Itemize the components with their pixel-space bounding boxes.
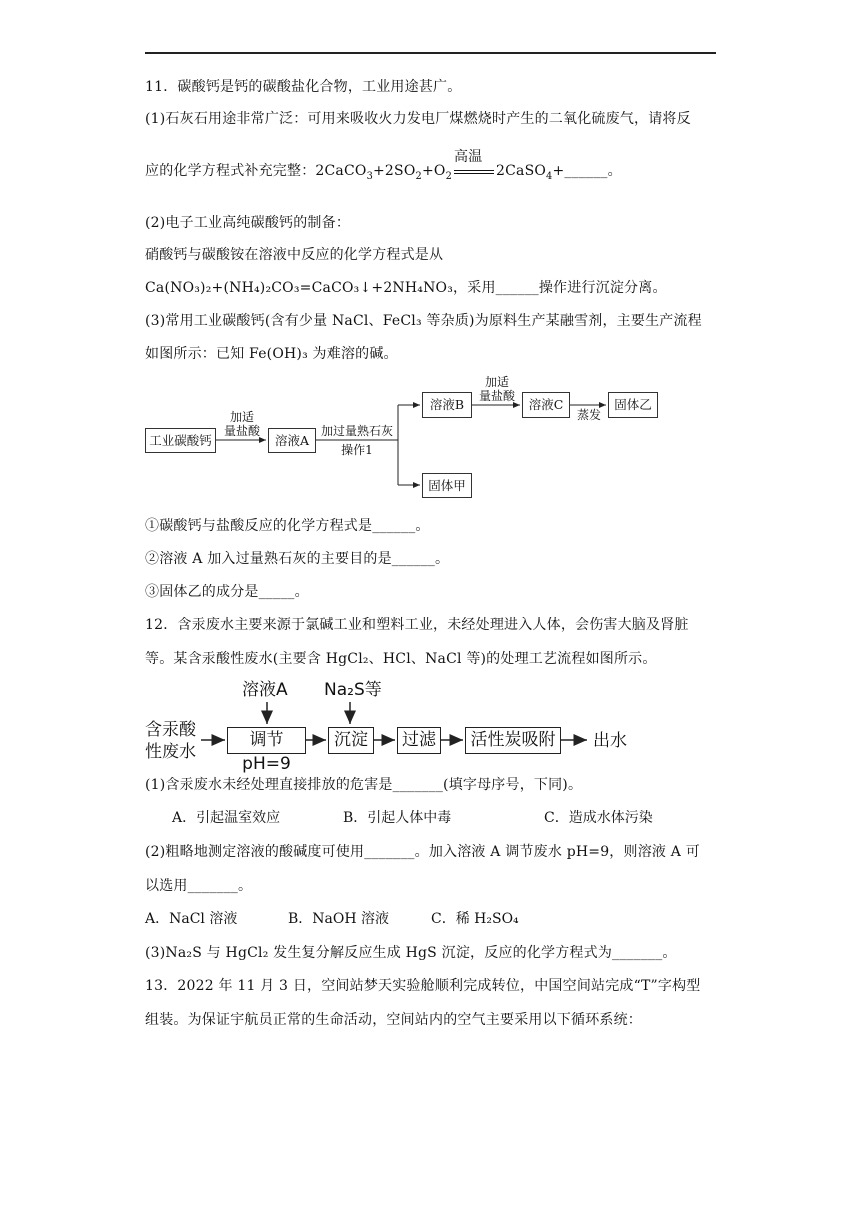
q11-part2-equation: Ca(NO₃)₂+(NH₄)₂CO₃=CaCO₃↓+2NH₄NO₃，采用______操作进行沉淀分离。 bbox=[145, 280, 667, 296]
flow2-box-filter: 过滤 bbox=[397, 727, 441, 754]
q13-intro: 组装。为保证宇航员正常的生命活动，空间站内的空气主要采用以下循环系统： bbox=[145, 1012, 642, 1028]
eq-text: +O bbox=[421, 163, 446, 179]
q13-title: 13．2022 年 11 月 3 日，空间站梦天实验舱顺利完成转位，中国空间站完成“T”字构型 bbox=[145, 978, 701, 994]
q12-part2: (2)粗略地测定溶液的酸碱度可使用_______。加入溶液 A 调节废水 pH=9，则溶液 A 可 bbox=[145, 844, 700, 860]
flow2-box-precipitate: 沉淀 bbox=[328, 727, 374, 754]
q12-part2-option-c: C．稀 H₂SO₄ bbox=[431, 911, 519, 927]
eq-text: 2CaSO bbox=[496, 163, 547, 179]
flow1-arrow2-label-bottom: 操作1 bbox=[341, 443, 373, 457]
flow1-box-c: 溶液C bbox=[522, 392, 570, 418]
q12-part2-option-a: A．NaCl 溶液 bbox=[145, 911, 238, 927]
flow2-reagent-na2s: Na₂S等 bbox=[324, 680, 382, 700]
flow1-arrow3-label-bottom: 量盐酸 bbox=[478, 389, 515, 403]
eq-sub: 4 bbox=[546, 170, 553, 182]
eq-sub: 2 bbox=[415, 170, 422, 182]
flow1-arrow1-label-bottom: 量盐酸 bbox=[223, 424, 260, 438]
flow1-box-a: 溶液A bbox=[268, 428, 316, 453]
flow2-box-adjust-ph: 调节pH=9 bbox=[227, 727, 306, 754]
q12-title: 12．含汞废水主要来源于氯碱工业和塑料工业，未经处理进入人体，会伤害大脑及肾脏 bbox=[145, 617, 689, 633]
q11-sub3: ③固体乙的成分是_____。 bbox=[145, 584, 309, 600]
q12-part2-option-b: B．NaOH 溶液 bbox=[288, 911, 390, 927]
flow1-box-b: 溶液B bbox=[422, 392, 472, 418]
flow1-arrow4-label: 蒸发 bbox=[576, 408, 601, 422]
q12-part2-cont: 以选用_______。 bbox=[145, 878, 253, 894]
flow1-arrow3-label-top: 加适 bbox=[484, 375, 509, 389]
q11-title: 11．碳酸钙是钙的碳酸盐化合物，工业用途甚广。 bbox=[145, 79, 462, 95]
q12-part1: (1)含汞废水未经处理直接排放的危害是_______(填字母序号，下同)。 bbox=[145, 777, 583, 793]
eq-text: 应的化学方程式补充完整：2CaCO bbox=[145, 163, 367, 179]
flow1-box-yi: 固体乙 bbox=[608, 392, 658, 418]
condition-label: 高温 bbox=[454, 148, 483, 165]
flow1-box-jia: 固体甲 bbox=[422, 473, 472, 498]
eq-sub: 2 bbox=[445, 170, 452, 182]
flow1-arrow2-label-top: 加过量熟石灰 bbox=[320, 424, 393, 438]
flow2-input-line2: 性废水 bbox=[145, 742, 196, 762]
q11-part3: (3)常用工业碳酸钙(含有少量 NaCl、FeCl₃ 等杂质)为原料生产某融雪剂，主要生产流程 bbox=[145, 313, 702, 329]
q12-option-a: A．引起温室效应 bbox=[172, 810, 281, 826]
q11-part2-text: 硝酸钙与碳酸铵在溶液中反应的化学方程式是从 bbox=[145, 247, 444, 263]
q11-part2: (2)电子工业高纯碳酸钙的制备： bbox=[145, 215, 351, 231]
q12-option-b: B．引起人体中毒 bbox=[343, 810, 452, 826]
flow2-input-line1: 含汞酸 bbox=[145, 720, 196, 740]
q11-part1: (1)石灰石用途非常广泛：可用来吸收火力发电厂煤燃烧时产生的二氧化硫废气，请将反 bbox=[145, 111, 691, 127]
eq-text: +2SO bbox=[373, 163, 416, 179]
q11-part3-text: 如图所示：已知 Fe(OH)₃ 为难溶的碱。 bbox=[145, 346, 398, 362]
q11-sub1: ①碳酸钙与盐酸反应的化学方程式是______。 bbox=[145, 518, 430, 534]
q12-option-c: C．造成水体污染 bbox=[544, 810, 653, 826]
q12-part3: (3)Na₂S 与 HgCl₂ 发生复分解反应生成 HgS 沉淀，反应的化学方程式为_______。 bbox=[145, 945, 677, 961]
q12-intro: 等。某含汞酸性废水(主要含 HgCl₂、HCl、NaCl 等)的处理工艺流程如图所示。 bbox=[145, 651, 657, 667]
q11-sub2: ②溶液 A 加入过量熟石灰的主要目的是______。 bbox=[145, 551, 450, 567]
flow2-output: 出水 bbox=[593, 731, 627, 751]
flow2-box-carbon-adsorption: 活性炭吸附 bbox=[465, 727, 561, 754]
eq-blank: +______。 bbox=[552, 163, 622, 179]
flow1-arrow1-label-top: 加适 bbox=[229, 410, 254, 424]
flow2-reagent-a: 溶液A bbox=[242, 680, 288, 700]
flow1-box-start: 工业碳酸钙 bbox=[145, 428, 216, 453]
eq-sub: 3 bbox=[366, 170, 373, 182]
